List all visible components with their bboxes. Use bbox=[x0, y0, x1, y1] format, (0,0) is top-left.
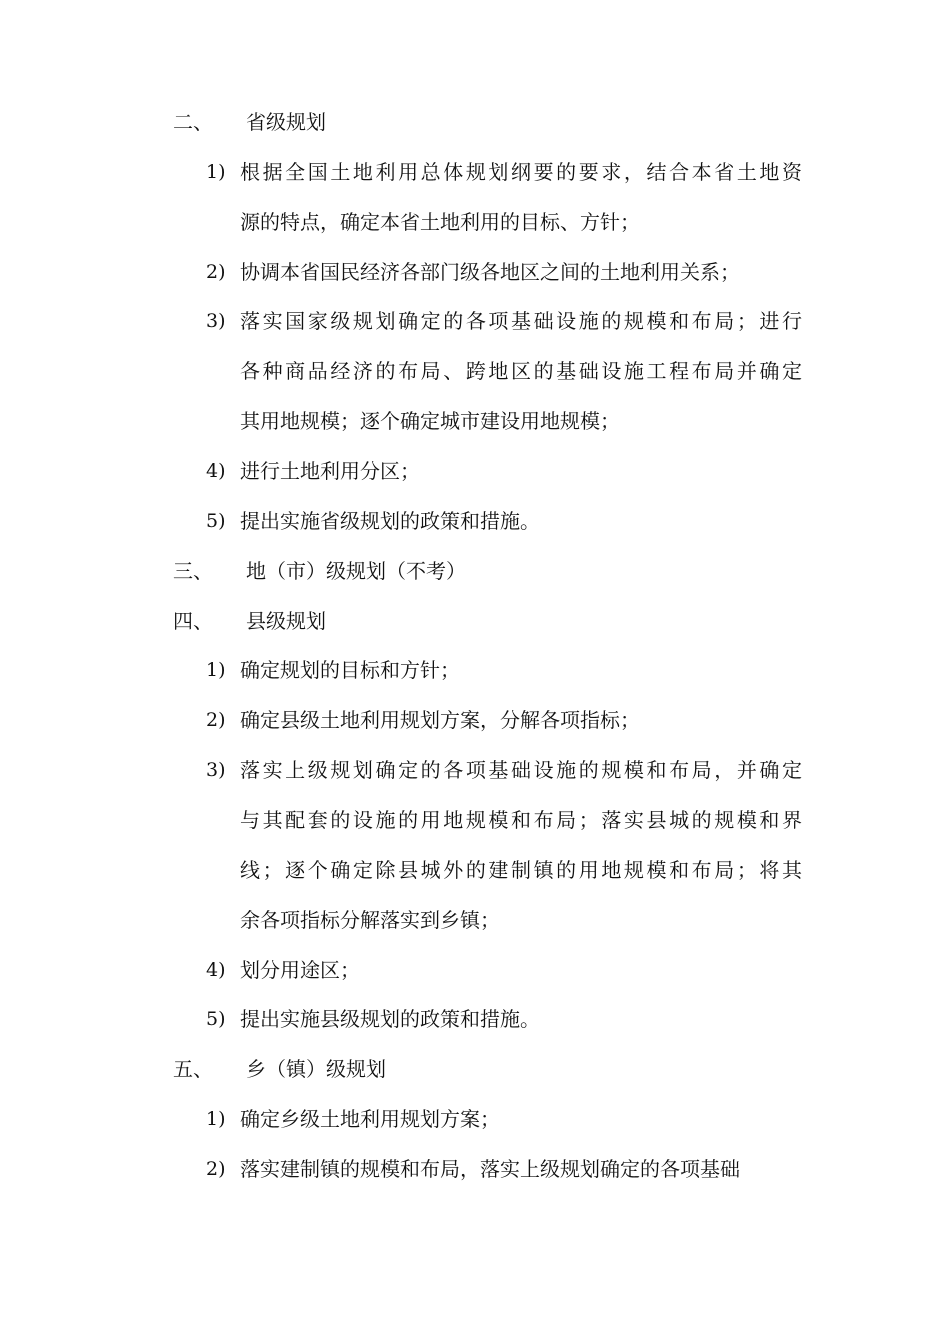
list-item-continuation bbox=[0, 800, 950, 840]
list-item-text: 进行土地利用分区； bbox=[240, 458, 420, 483]
list-item-number: 3) bbox=[206, 310, 226, 333]
list-item-number: 2) bbox=[206, 1157, 226, 1180]
list-item-text: 提出实施省级规划的政策和措施。 bbox=[240, 508, 540, 533]
section-heading bbox=[0, 1049, 950, 1089]
list-item bbox=[0, 950, 950, 990]
section-heading bbox=[0, 551, 950, 591]
list-item-continuation bbox=[0, 202, 950, 242]
list-item bbox=[0, 1099, 950, 1139]
list-item-number: 5) bbox=[206, 509, 226, 532]
list-item-number: 5) bbox=[206, 1008, 226, 1031]
list-item-text: 落实建制镇的规模和布局，落实上级规划确定的各项基础 bbox=[240, 1156, 740, 1181]
list-item bbox=[0, 152, 950, 192]
list-item bbox=[0, 999, 950, 1039]
list-item-number: 2) bbox=[206, 260, 226, 283]
section-heading bbox=[0, 102, 950, 142]
list-item-text: 线；逐个确定除县城外的建制镇的用地规模和布局；将其 bbox=[240, 857, 802, 882]
list-item-text: 确定规划的目标和方针； bbox=[240, 658, 460, 683]
list-item bbox=[0, 650, 950, 690]
list-item-text: 各种商品经济的布局、跨地区的基础设施工程布局并确定 bbox=[240, 359, 802, 384]
list-item-text: 其用地规模；逐个确定城市建设用地规模； bbox=[240, 409, 620, 434]
section-number: 三、 bbox=[173, 558, 213, 583]
list-item-number: 1) bbox=[206, 160, 226, 183]
list-item-text: 提出实施县级规划的政策和措施。 bbox=[240, 1007, 540, 1032]
list-item bbox=[0, 750, 950, 790]
list-item bbox=[0, 501, 950, 541]
list-item-number: 4) bbox=[206, 958, 226, 981]
section-title: 县级规划 bbox=[246, 608, 326, 633]
list-item bbox=[0, 700, 950, 740]
list-item bbox=[0, 451, 950, 491]
list-item-number: 3) bbox=[206, 759, 226, 782]
section-title: 乡（镇）级规划 bbox=[246, 1057, 386, 1082]
section-title: 地（市）级规划（不考） bbox=[246, 558, 466, 583]
list-item-continuation bbox=[0, 351, 950, 391]
list-item-number: 2) bbox=[206, 709, 226, 732]
list-item-text: 余各项指标分解落实到乡镇； bbox=[240, 907, 500, 932]
section-number: 二、 bbox=[173, 110, 213, 134]
list-item-text: 划分用途区； bbox=[240, 957, 360, 982]
list-item-continuation bbox=[0, 401, 950, 441]
list-item-continuation bbox=[0, 850, 950, 890]
list-item-text: 落实上级规划确定的各项基础设施的规模和布局，并确定 bbox=[240, 758, 802, 783]
list-item-text: 与其配套的设施的用地规模和布局；落实县城的规模和界 bbox=[240, 807, 802, 832]
list-item-number: 1) bbox=[206, 1108, 226, 1130]
list-item-text: 协调本省国民经济各部门级各地区之间的土地利用关系； bbox=[240, 259, 740, 284]
list-item-number: 4) bbox=[206, 459, 226, 482]
list-item-text: 确定县级土地利用规划方案，分解各项指标； bbox=[240, 708, 640, 733]
list-item-text: 根据全国土地利用总体规划纲要的要求，结合本省土地资 bbox=[240, 159, 802, 184]
list-item-text: 落实国家级规划确定的各项基础设施的规模和布局；进行 bbox=[240, 309, 802, 334]
section-heading bbox=[0, 601, 950, 641]
list-item-text: 源的特点，确定本省土地利用的目标、方针； bbox=[240, 209, 640, 234]
section-number: 四、 bbox=[173, 608, 213, 633]
list-item bbox=[0, 1149, 950, 1189]
list-item bbox=[0, 301, 950, 341]
list-item-continuation bbox=[0, 900, 950, 940]
list-item-text: 确定乡级土地利用规划方案； bbox=[240, 1107, 500, 1131]
section-title: 省级规划 bbox=[246, 110, 326, 134]
section-number: 五、 bbox=[173, 1057, 213, 1082]
list-item bbox=[0, 252, 950, 292]
list-item-number: 1) bbox=[206, 659, 226, 682]
